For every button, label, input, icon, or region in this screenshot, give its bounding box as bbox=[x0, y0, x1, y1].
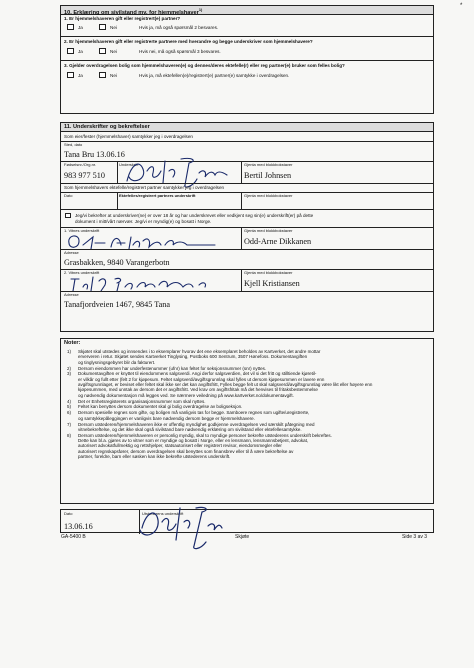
note-item bbox=[67, 433, 430, 460]
fodselsnr-label: Fødselsnr./Org.nr. bbox=[64, 162, 97, 167]
divider bbox=[117, 192, 118, 209]
q1-ja-label: Ja bbox=[78, 25, 83, 30]
note-item bbox=[67, 404, 430, 409]
note-number: 8) bbox=[67, 432, 72, 438]
note-number: 2) bbox=[67, 365, 72, 371]
note-text-line: autorisert advokatfullmektig og rettshjelper, statsautorisert eller registrert revisor, eiendomsmegler eller bbox=[78, 443, 282, 449]
note-text-line: Dersom eiendommen har underfestenummer (ufnr) kan feltet for seksjonsnummer (snr) nyttes. bbox=[78, 365, 267, 371]
note-item bbox=[67, 410, 430, 421]
note-number: 6) bbox=[67, 410, 72, 416]
notes-section bbox=[60, 338, 434, 504]
q2-ja-label: Ja bbox=[78, 49, 83, 54]
ektefelle-label: Ektefelles/registrert partners underskrift bbox=[119, 193, 196, 198]
divider bbox=[61, 36, 433, 37]
note-text-line: Skjøtet skal utstedes og innsendes i to eksemplarer hvorav det ene eksemplaret beholdes av Kartverket, det andre mottar bbox=[78, 349, 321, 354]
owner-consent-heading: Som eier/fester (hjemmelshaver) samtykker jeg i overdragelsen bbox=[64, 134, 193, 139]
dato-label: Dato bbox=[64, 193, 73, 198]
witness-1-adresse-label: Adresse bbox=[64, 250, 79, 255]
note-text-line: kjøpesummen, med unntak av dersom det er avgiftsfritt. Ved krav om avgiftsfritak må det henvises til fritaksbestemmelse bbox=[78, 387, 318, 393]
footer-dato-label: Dato bbox=[64, 511, 73, 516]
note-text-line: autorisert regnskapsfører, dersom overdragelsen skal benyttes som finansbrev eller til å være bekreftelse av bbox=[78, 448, 294, 454]
note-text-line: Dokumentavgiften er knyttet til eiendommens salgsverdi. Angi derfor salgsverdien, det vil si det fritt og stilltiende kjøretil- bbox=[78, 371, 317, 377]
divider bbox=[241, 227, 242, 249]
q3-ja-label: Ja bbox=[78, 73, 83, 78]
note-text-line: partner, foreldre, barn eller søsken kan ikke bekrefte utstederens underskrift. bbox=[78, 453, 231, 459]
divider bbox=[241, 269, 242, 291]
note-item bbox=[67, 399, 430, 404]
note-number: 3) bbox=[67, 371, 72, 377]
q2-ja-checkbox[interactable] bbox=[67, 48, 74, 54]
q2-nei-label: Nei bbox=[110, 49, 117, 54]
q1-nei-checkbox[interactable] bbox=[99, 24, 106, 30]
divider bbox=[61, 209, 433, 210]
section-10-title: 10. Erklæring om sivilstand mv. for hjemmelshaver bbox=[64, 9, 199, 16]
note-item bbox=[67, 349, 430, 365]
footer-underskrift-label: Utstederens underskrift bbox=[142, 511, 184, 516]
issuer-signature bbox=[134, 500, 224, 552]
note-number: 1) bbox=[67, 349, 72, 354]
note-number: 5) bbox=[67, 404, 72, 410]
witness-2-label: 2. Vitnes underskrift bbox=[64, 270, 100, 275]
witness-2-adresse-label: Adresse bbox=[64, 292, 79, 297]
witness-1-gjenta-label: Gjenta med blokkbokstaver bbox=[244, 228, 293, 233]
notes-title: Noter: bbox=[64, 340, 81, 346]
q1-nei-label: Nei bbox=[110, 25, 117, 30]
owner-name-block: Bertil Johnsen bbox=[244, 171, 292, 180]
note-text-line: erververen i retur. Skjøtet sendes Kartverket Tinglysing, Postboks 600 Sentrum, 3507 Hønefoss. Dokumentavgiften bbox=[78, 354, 308, 360]
q3-ja-checkbox[interactable] bbox=[67, 72, 74, 78]
notes-list bbox=[67, 349, 430, 501]
note-text-line: Det er Enhetsregisterets organisasjonsnummer som skal nyttes. bbox=[78, 398, 206, 404]
q1-note: Hvis ja, må også spørsmål 2 besvares. bbox=[139, 25, 219, 30]
divider bbox=[117, 161, 118, 183]
note-item bbox=[67, 422, 430, 433]
note-text-line: er vilkår og fullt etter (felt 2 for kjøpesum. Feltet salgsverdi/avgiftsgrunnlag skal fylles ut dersom kjøpesummen er lavere enn bbox=[78, 376, 325, 382]
divider bbox=[61, 249, 433, 250]
section-10-header bbox=[61, 6, 433, 15]
q3-note: Hvis ja, må ektefellen(e)/registrert(e) partner(e) samtykke i overdragelsen. bbox=[139, 73, 290, 78]
witness-1-name: Odd-Arne Dikkanen bbox=[244, 237, 312, 246]
note-text-line: og tinglysningsgebyret blir da fakturert. bbox=[78, 359, 156, 365]
divider bbox=[241, 161, 242, 183]
q3-nei-checkbox[interactable] bbox=[99, 72, 106, 78]
note-text-line: Dette kan bl.a. gjøres av to vitner som er myndige og bosatt i Norge, eller en lensmann, lensmannsbetjent, advokat, bbox=[78, 437, 309, 443]
note-text-line: og samtykkepåleggingen er vanligvis bare nødvendig dersom begge er hjemmelshavere. bbox=[78, 415, 255, 421]
gjenta-label-1: Gjenta med blokkbokstaver bbox=[244, 162, 293, 167]
form-code: GA-5400 B bbox=[61, 534, 86, 540]
note-item bbox=[67, 366, 430, 371]
note-text-line: Feltet kan benyttes dersom dokumentet skal gi bolig overdragelse av boligseksjon. bbox=[78, 404, 243, 410]
spouse-consent-heading: Som hjemmelshavers ektefelle/registrert partner samtykker jeg i overdragelsen bbox=[64, 185, 225, 190]
note-number: 7) bbox=[67, 421, 72, 427]
note-text-line: vitnebekreftelse, og det ikke skal også sivilstand bare nødvendig erklæring om sivilstand eller ektefellesamtykke. bbox=[78, 426, 302, 432]
q3-nei-label: Nei bbox=[110, 73, 117, 78]
top-mark: * bbox=[460, 3, 463, 9]
note-text-line: Dersom utstederen/hjemmelshaveren ikke er offentlig myndighet godkjenne overdragelsen ved særskilt påtegning med bbox=[78, 421, 315, 427]
section-11-underskrifter bbox=[60, 122, 434, 332]
footer-signature-box bbox=[60, 509, 434, 533]
question-1: 1. Er hjemmelshaveren gift eller registrert(e) partner? bbox=[64, 16, 181, 21]
question-2: 2. Er hjemmelshaveren gift eller registrerte partnere med hverandre og begge underskriver som hjemmelshavere? bbox=[64, 39, 313, 44]
q2-note: Hvis nei, må også spørsmål 3 besvares. bbox=[139, 49, 221, 54]
section-10-sivilstand bbox=[60, 5, 434, 114]
note-text-line: Dersom spesielle regnes som gifte, og boligen må vanligvis tas for begge. Samboere regnes som ugifte/uregistrerte, bbox=[78, 410, 310, 416]
witness-1-adresse: Grasbakken, 9840 Varangerbotn bbox=[64, 258, 170, 267]
witness-2-name: Kjell Kristiansen bbox=[244, 279, 300, 288]
witness-confirm-text-1: Jeg/vi bekrefter at underskriver(ne) er over 18 år og har underskrevet eller vedkjent seg sin(e) underskrift(er) på dette bbox=[75, 213, 314, 218]
witness-confirm-text-2: dokument i mitt/vårt nærvær. Jeg/vi er myndig(e) og bosatt i Norge. bbox=[75, 219, 212, 224]
sted-dato-label: Sted, dato bbox=[64, 142, 83, 147]
footer-dato-value: 13.06.16 bbox=[64, 522, 93, 531]
section-10-title-note: 1) bbox=[198, 8, 203, 12]
form-name: Skjøte bbox=[235, 534, 250, 540]
gjenta-label-2: Gjenta med blokkbokstaver bbox=[244, 193, 293, 198]
divider bbox=[61, 183, 433, 184]
underskrift-label: Underskrift bbox=[119, 162, 139, 167]
divider bbox=[61, 60, 433, 61]
divider bbox=[61, 141, 433, 142]
page-number: Side 3 av 3 bbox=[402, 534, 428, 540]
witness-1-label: 1. Vitnes underskrift bbox=[64, 228, 100, 233]
fodselsnr-value: 983 977 510 bbox=[64, 171, 105, 180]
note-item bbox=[67, 371, 430, 398]
divider bbox=[241, 192, 242, 209]
witness-confirm-checkbox[interactable] bbox=[65, 213, 71, 218]
q1-ja-checkbox[interactable] bbox=[67, 24, 74, 30]
witness-2-adresse: Tanafjordveien 1467, 9845 Tana bbox=[64, 300, 171, 309]
q2-nei-checkbox[interactable] bbox=[99, 48, 106, 54]
note-text-line: avgiftsgrunnlaget, er beviset eller feltet skal ikke ser det kan avgiftsfritt, Fylles begge felt ut skal salgsverdi/avgiftsgrunnlag være likt eller høyere enn bbox=[78, 381, 373, 387]
section-11-header: 11. Underskrifter og bekreftelser bbox=[61, 123, 433, 132]
note-text-line: og nødvendig dokumentasjon må legges ved. Se nærmere veiledning på www.kartverket.no/dokumentavgift. bbox=[78, 392, 294, 398]
sted-dato-value: Tana Bru 13.06.16 bbox=[64, 150, 125, 159]
witness-2-gjenta-label: Gjenta med blokkbokstaver bbox=[244, 270, 293, 275]
note-text-line: Dersom utstederen/hjemmelshaveren er personlig myndig, skal to myndige personer bekrefte utstederens underskrift bekreftes. bbox=[78, 432, 332, 438]
divider bbox=[61, 291, 433, 292]
note-number: 4) bbox=[67, 398, 72, 404]
question-3: 3. Gjelder overdragelsen bolig som hjemmelshaveren(e) og dennes/deres ektefelle(r) eller reg partner(e) bruker som felles bolig? bbox=[64, 63, 345, 68]
